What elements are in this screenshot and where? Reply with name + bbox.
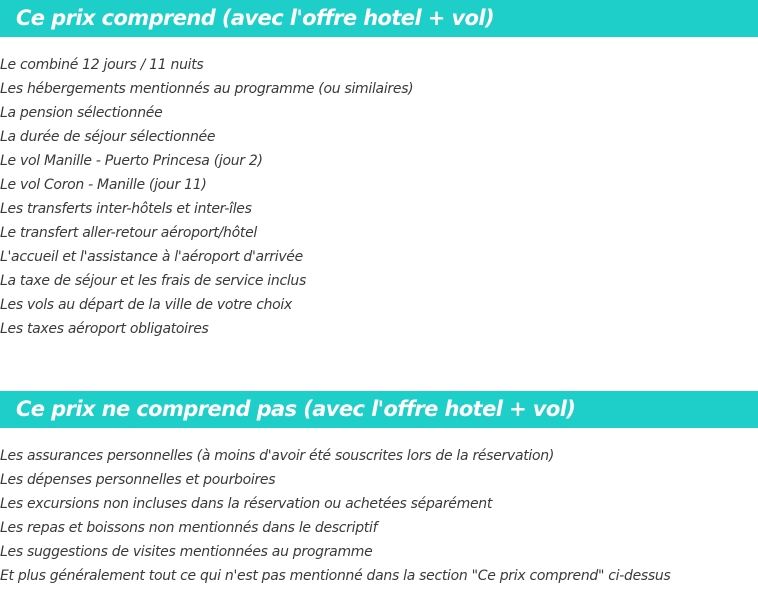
included-item: Les transferts inter-hôtels et inter-îles [0,201,252,217]
included-item: La taxe de séjour et les frais de service inclus [0,273,307,289]
included-list [0,53,413,341]
excluded-item: Les repas et boissons non mentionnés dans le descriptif [0,520,378,536]
included-item: La durée de séjour sélectionnée [0,129,216,145]
included-item: Le vol Manille - Puerto Princesa (jour 2) [0,153,263,169]
included-item: Les vols au départ de la ville de votre choix [0,297,293,313]
excluded-item: Les dépenses personnelles et pourboires [0,472,276,488]
included-item: La pension sélectionnée [0,105,163,121]
excluded-item: Et plus généralement tout ce qui n'est pas mentionné dans la section "Ce prix comprend" ci-dessus [0,568,671,584]
included-item: Le transfert aller-retour aéroport/hôtel [0,225,257,241]
excluded-list [0,444,670,588]
included-item: Les taxes aéroport obligatoires [0,321,209,337]
included-item: Le combiné 12 jours / 11 nuits [0,57,204,73]
excluded-item: Les assurances personnelles (à moins d'avoir été souscrites lors de la réservation) [0,448,555,464]
included-item: Les hébergements mentionnés au programme (ou similaires) [0,81,414,97]
included-item: Le vol Coron - Manille (jour 11) [0,177,207,193]
excluded-item: Les suggestions de visites mentionnées au programme [0,544,373,560]
included-section-title: Ce prix comprend (avec l'offre hotel + vol) [0,0,758,37]
excluded-section-title: Ce prix ne comprend pas (avec l'offre hotel + vol) [0,391,758,428]
included-item: L'accueil et l'assistance à l'aéroport d'arrivée [0,249,303,265]
excluded-item: Les excursions non incluses dans la réservation ou achetées séparément [0,496,493,512]
